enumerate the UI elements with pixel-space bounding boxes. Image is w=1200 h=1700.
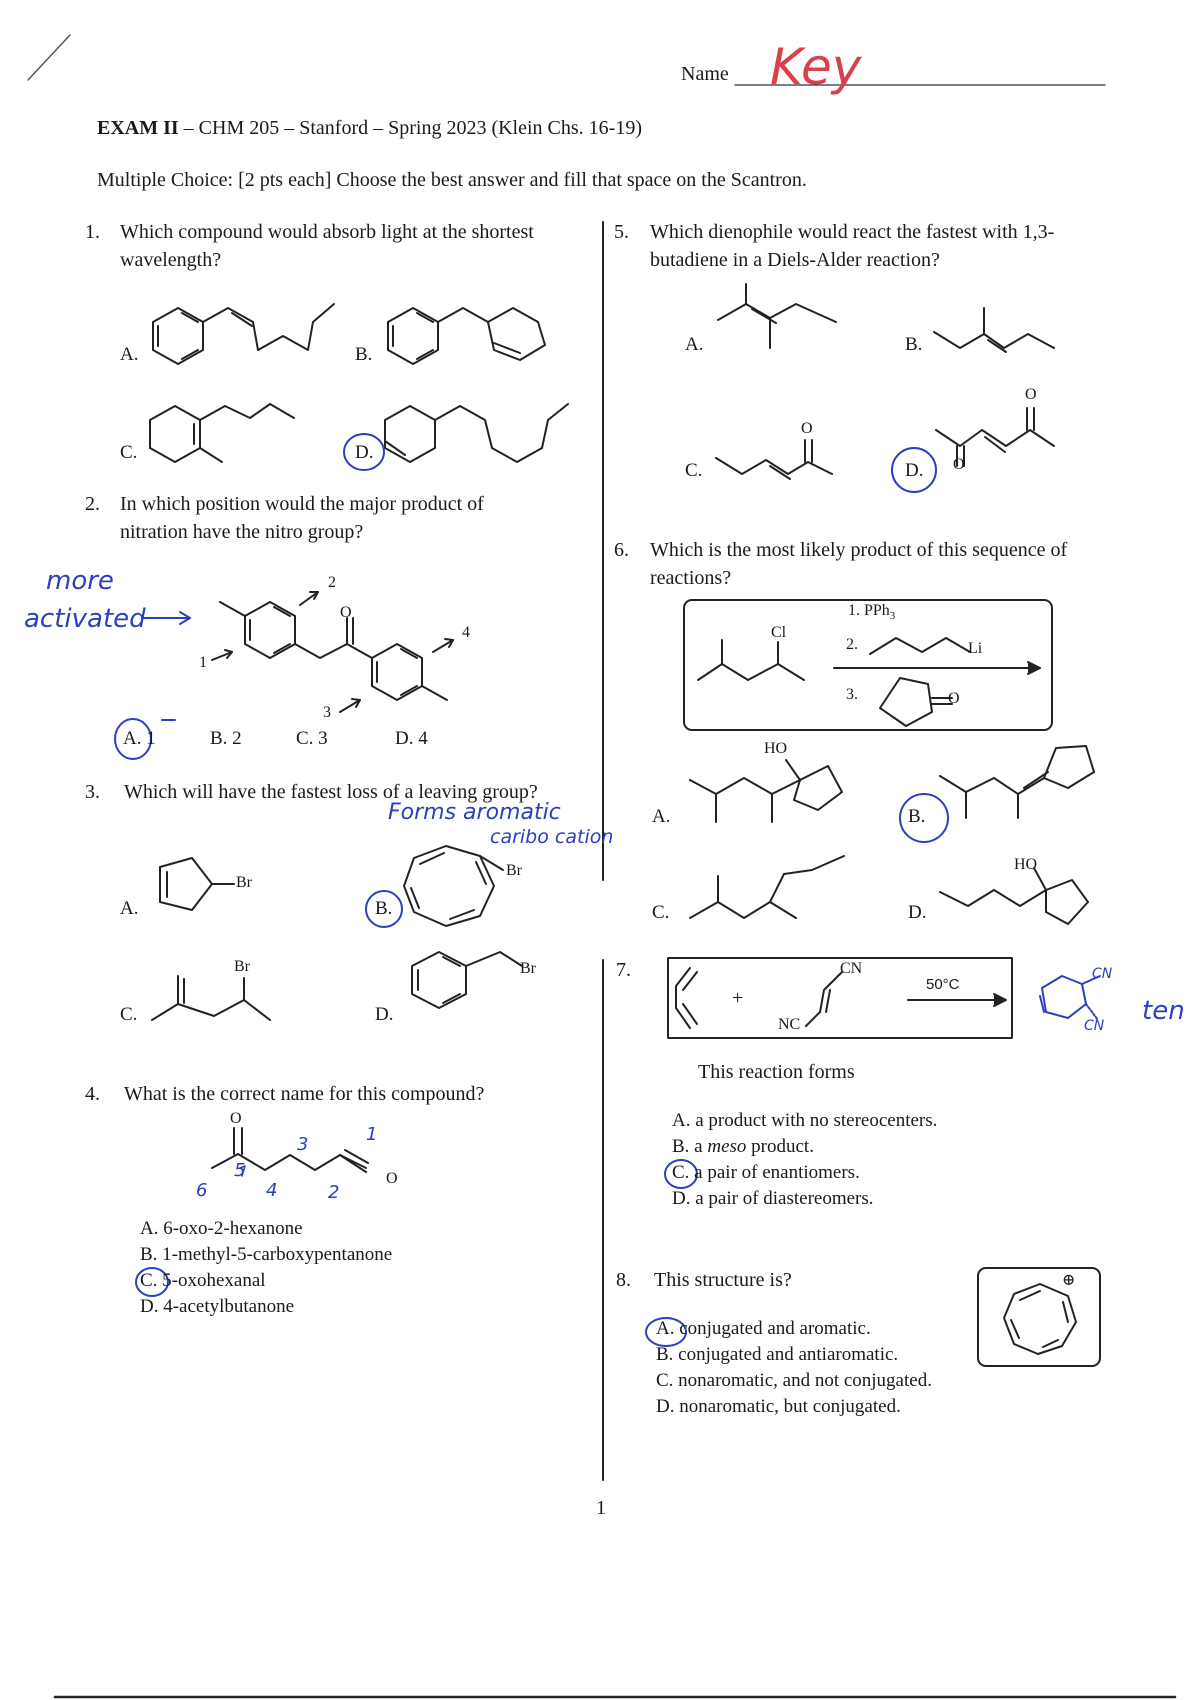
q1-text-line2: wavelength? bbox=[120, 249, 222, 271]
q8-choice-c[interactable]: C. nonaromatic, and not conjugated. bbox=[656, 1370, 932, 1391]
q7-choice-b-meso: meso bbox=[707, 1136, 747, 1157]
q2-structure bbox=[212, 592, 453, 712]
pen-mark bbox=[28, 35, 70, 80]
q5-number: 5. bbox=[614, 221, 629, 243]
q1-option-b[interactable]: B. bbox=[355, 344, 373, 365]
q2-number: 2. bbox=[85, 493, 100, 515]
q4-number: 4. bbox=[85, 1083, 100, 1105]
q4-num-1: 1 bbox=[366, 1124, 378, 1145]
q7-diene bbox=[676, 968, 697, 1028]
q6-option-b[interactable]: B. bbox=[908, 806, 926, 827]
q7-choice-b[interactable] bbox=[672, 1136, 814, 1158]
q2-text-line1: In which position would the major product of bbox=[120, 493, 484, 515]
q4-choice-a[interactable]: A. 6-oxo-2-hexanone bbox=[140, 1218, 303, 1239]
q3-structure-d bbox=[412, 952, 522, 1008]
q6-option-c[interactable]: C. bbox=[652, 902, 670, 923]
q8-charge: ⊕ bbox=[1062, 1272, 1076, 1289]
q7-choice-b-prefix: B. a bbox=[672, 1136, 708, 1157]
q1-text-line1: Which compound would absorb light at the shortest bbox=[120, 221, 534, 243]
q8-choice-d[interactable]: D. nonaromatic, but conjugated. bbox=[656, 1396, 901, 1417]
q4-oxygen-ketone: O bbox=[230, 1110, 242, 1127]
q4-choice-c[interactable]: C. 5-oxohexanal bbox=[140, 1270, 266, 1291]
q3-b-br: Br bbox=[506, 862, 522, 879]
exam-title-rest: – CHM 205 – Stanford – Spring 2023 (Klein Chs. 16-19) bbox=[178, 117, 642, 139]
q6-a-ho: HO bbox=[764, 740, 788, 757]
q6-step-1-label: 1. PPh bbox=[848, 602, 890, 619]
q7-choice-b-suffix: product. bbox=[746, 1136, 814, 1157]
q6-step-1-sub: 3 bbox=[889, 610, 896, 623]
q3-option-d[interactable]: D. bbox=[375, 1004, 394, 1025]
q6-li: Li bbox=[968, 640, 983, 657]
q1-option-a[interactable]: A. bbox=[120, 344, 139, 365]
q5-option-b[interactable]: B. bbox=[905, 334, 923, 355]
instructions: Multiple Choice: [2 pts each] Choose the best answer and fill that space on the Scantron. bbox=[97, 169, 807, 191]
q6-option-a[interactable]: A. bbox=[652, 806, 671, 827]
q5-d-oxygen-2: O bbox=[1025, 386, 1037, 403]
q8-number: 8. bbox=[616, 1269, 631, 1291]
q4-num-2: 2 bbox=[328, 1182, 340, 1203]
q1-structure-b bbox=[388, 308, 545, 364]
q5-c-oxygen: O bbox=[801, 420, 813, 437]
q3-c-br: Br bbox=[234, 958, 250, 975]
q2-option-d[interactable]: D. 4 bbox=[395, 728, 428, 749]
q7-note-word: ten bbox=[1142, 996, 1185, 1026]
q4-oxygen-aldehyde: O bbox=[386, 1170, 398, 1187]
q5-option-a[interactable]: A. bbox=[685, 334, 704, 355]
q4-num-5: 5 bbox=[234, 1160, 246, 1181]
q2-oxygen: O bbox=[340, 604, 352, 621]
q2-text-line2: nitration have the nitro group? bbox=[120, 521, 364, 543]
q8-choice-a[interactable]: A. conjugated and aromatic. bbox=[656, 1318, 871, 1339]
q5-option-c[interactable]: C. bbox=[685, 460, 703, 481]
q3-note-line2: caribo cation bbox=[490, 826, 614, 848]
q6-d-ho: HO bbox=[1014, 856, 1038, 873]
q2-note-line2: activated bbox=[24, 604, 146, 634]
q7-arrowhead bbox=[994, 994, 1006, 1006]
q6-text-line1: Which is the most likely product of this sequence of bbox=[650, 539, 1068, 561]
q3-option-a[interactable]: A. bbox=[120, 898, 139, 919]
q2-position-4: 4 bbox=[462, 624, 470, 641]
q7-stem: This reaction forms bbox=[698, 1061, 855, 1083]
q1-structure-d bbox=[385, 404, 568, 462]
q6-product-d bbox=[940, 868, 1088, 924]
q7-note-cn-2: CN bbox=[1084, 1018, 1105, 1034]
q6-step-2: 2. bbox=[846, 636, 858, 653]
q5-structure-a bbox=[718, 284, 836, 348]
q6-product-b bbox=[940, 746, 1094, 818]
q8-structure-box bbox=[978, 1268, 1100, 1366]
q7-nc: NC bbox=[778, 1016, 801, 1033]
q7-choice-c[interactable]: C. a pair of enantiomers. bbox=[672, 1162, 860, 1183]
q7-choice-d[interactable]: D. a pair of diastereomers. bbox=[672, 1188, 874, 1209]
q5-d-oxygen-1: O bbox=[953, 456, 965, 473]
q6-cl: Cl bbox=[771, 624, 787, 641]
q6-reagents bbox=[834, 638, 1040, 726]
q8-choice-b[interactable]: B. conjugated and antiaromatic. bbox=[656, 1344, 899, 1365]
q8-text: This structure is? bbox=[654, 1269, 792, 1291]
q2-option-b[interactable]: B. 2 bbox=[210, 728, 242, 749]
q5-option-d[interactable]: D. bbox=[905, 460, 924, 481]
q2-note-line1: more bbox=[46, 566, 114, 596]
q4-num-6: 6 bbox=[196, 1180, 208, 1201]
q1-option-d[interactable]: D. bbox=[355, 442, 374, 463]
q1-option-c[interactable]: C. bbox=[120, 442, 138, 463]
q6-reactant bbox=[698, 640, 804, 680]
q5-text-line2: butadiene in a Diels-Alder reaction? bbox=[650, 249, 940, 271]
q3-option-b[interactable]: B. bbox=[375, 898, 393, 919]
q3-structure-c bbox=[152, 976, 270, 1020]
q6-oxygen: O bbox=[948, 690, 960, 707]
q3-option-c[interactable]: C. bbox=[120, 1004, 138, 1025]
q2-option-a[interactable]: A. 1 bbox=[123, 728, 156, 749]
q7-note-cn-1: CN bbox=[1092, 966, 1113, 982]
q5-text-line1: Which dienophile would react the fastest with 1,3- bbox=[650, 221, 1055, 243]
q4-text: What is the correct name for this compound? bbox=[124, 1083, 485, 1105]
q3-note-line1: Forms aromatic bbox=[388, 800, 561, 825]
q2-option-c[interactable]: C. 3 bbox=[296, 728, 328, 749]
q4-choice-b[interactable]: B. 1-methyl-5-carboxypentanone bbox=[140, 1244, 393, 1265]
q4-num-4: 4 bbox=[266, 1180, 278, 1201]
q6-product-c bbox=[690, 856, 844, 918]
exam-title bbox=[97, 114, 642, 142]
q3-number: 3. bbox=[85, 781, 100, 803]
q5-structure-c bbox=[716, 440, 832, 479]
name-label: Name bbox=[681, 63, 729, 85]
q3-structure-a bbox=[160, 858, 234, 910]
page-number: 1 bbox=[596, 1497, 606, 1519]
q2-position-2: 2 bbox=[328, 574, 336, 591]
q2-position-1: 1 bbox=[199, 654, 207, 671]
q7-condition: 50°C bbox=[926, 976, 960, 993]
q6-product-a bbox=[690, 760, 842, 822]
q7-cn: CN bbox=[840, 960, 863, 977]
q3-text: Which will have the fastest loss of a leaving group? bbox=[124, 781, 538, 803]
q7-dienophile bbox=[806, 972, 842, 1026]
q3-d-br: Br bbox=[520, 960, 536, 977]
q6-number: 6. bbox=[614, 539, 629, 561]
name-value: Key bbox=[770, 38, 862, 96]
exam-title-bold: EXAM II bbox=[97, 117, 179, 139]
q7-number: 7. bbox=[616, 959, 631, 981]
q3-a-br: Br bbox=[236, 874, 252, 891]
q7-plus: + bbox=[732, 987, 744, 1009]
q6-option-d[interactable]: D. bbox=[908, 902, 927, 923]
q1-structure-a bbox=[153, 304, 334, 364]
q4-choice-d[interactable]: D. 4-acetylbutanone bbox=[140, 1296, 295, 1317]
q3-structure-b bbox=[404, 846, 503, 926]
q7-handwritten-product bbox=[1040, 976, 1100, 1020]
q5-structure-b bbox=[934, 308, 1054, 352]
q4-num-3: 3 bbox=[297, 1134, 309, 1155]
q6-step-3: 3. bbox=[846, 686, 858, 703]
q1-structure-c bbox=[150, 404, 294, 462]
q8-tropylium bbox=[1004, 1284, 1076, 1354]
q7-choice-a[interactable]: A. a product with no stereocenters. bbox=[672, 1110, 938, 1131]
q6-text-line2: reactions? bbox=[650, 567, 732, 589]
q1-number: 1. bbox=[85, 221, 100, 243]
q6-step-1 bbox=[848, 602, 895, 622]
q2-position-3: 3 bbox=[323, 704, 331, 721]
